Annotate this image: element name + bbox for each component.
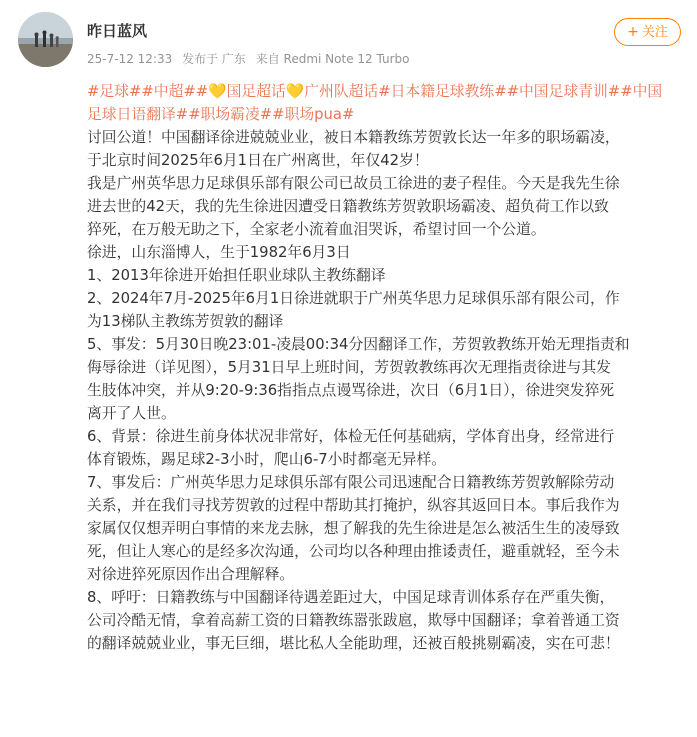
text-line: 关系，并在我们寻找芳贺敦的过程中帮助其打掩护，纵容其返回日本。事后我作为 — [87, 497, 620, 514]
text-line: 死，但让人寒心的是经多次沟通，公司均以各种理由推诿责任，避重就轻，至今未 — [87, 543, 620, 560]
follow-label: 关注 — [641, 25, 668, 40]
tag-link[interactable]: 广州队超话 — [304, 83, 379, 100]
tag-link[interactable]: #职场霸凌# — [188, 106, 273, 123]
text-line: 2、2024年7月-2025年6月1日徐进就职于广州英华思力足球俱乐部有限公司，作 — [87, 290, 620, 307]
text-line: 1、2013年徐进开始担任职业球队主教练翻译 — [87, 267, 386, 284]
post-date[interactable]: 25-7-12 12:33 — [87, 52, 173, 66]
text-line: 5、事发：5月30日晚23:01-凌晨00:34分因翻译工作，芳贺敦教练开始无理指责和 — [87, 336, 630, 353]
text-line: 徐进，山东淄博人，生于1982年6月3日 — [87, 244, 351, 261]
text-line: 侮辱徐进（详见图），5月31日早上班时间，芳贺敦教练再次无理指责徐进与其发 — [87, 359, 611, 376]
tag-link[interactable]: #中国 — [620, 83, 663, 100]
text-line: 对徐进猝死原因作出合理解释。 — [87, 566, 295, 583]
post-device: 来自 Redmi Note 12 Turbo — [255, 52, 410, 66]
tag-link[interactable]: #日本籍足球教练# — [378, 83, 507, 100]
tag-link[interactable]: #中国足球青训# — [506, 83, 621, 100]
post-meta — [87, 51, 415, 67]
text-line: 家属仅仅想弄明白事情的来龙去脉，想了解我的先生徐进是怎么被活生生的凌辱致 — [87, 520, 620, 537]
text-line: 离开了人世。 — [87, 405, 176, 422]
username[interactable]: 昨日蓝风 — [87, 22, 148, 40]
text-line: 公司冷酷无情，拿着高薪工资的日籍教练嚣张跋扈，欺辱中国翻译；拿着普通工资 — [87, 612, 620, 629]
tags-line-2 — [87, 103, 683, 126]
avatar[interactable] — [18, 12, 73, 67]
tag-link[interactable]: #职场pua# — [272, 106, 355, 123]
post-content — [87, 80, 683, 655]
follow-button[interactable] — [614, 18, 681, 46]
text-line: 生肢体冲突，并从9:20-9:36指指点点谩骂徐进，次日（6月1日），徐进突发猝死 — [87, 382, 615, 399]
plus-icon: + — [627, 24, 639, 40]
tag-link[interactable]: #中超# — [141, 83, 196, 100]
tag-link[interactable]: 足球日语翻译# — [87, 106, 189, 123]
text-line: 讨回公道！中国翻译徐进兢兢业业，被日本籍教练芳贺敦长达一年多的职场霸凌， — [87, 129, 620, 146]
text-line: 7、事发后：广州英华思力足球俱乐部有限公司迅速配合日籍教练芳贺敦解除劳动 — [87, 474, 615, 491]
post-location: 发布于 广东 — [182, 52, 246, 66]
text-line: 8、呼吁：日籍教练与中国翻译待遇差距过大，中国足球青训体系存在严重失衡， — [87, 589, 615, 606]
text-line: 猝死，在万般无助之下，全家老小流着血泪哭诉，希望讨回一个公道。 — [87, 221, 546, 238]
text-line: 6、背景：徐进生前身体状况非常好，体检无任何基础病，学体育出身，经常进行 — [87, 428, 615, 445]
text-line: 体育锻炼，踢足球2-3小时，爬山6-7小时都毫无异样。 — [87, 451, 447, 468]
text-line: 为13梯队主教练芳贺敦的翻译 — [87, 313, 284, 330]
text-line: 的翻译兢兢业业，事无巨细，堪比私人全能助理，还被百般挑剔霸凌，实在可悲！ — [87, 635, 620, 652]
text-line: 我是广州英华思力足球俱乐部有限公司已故员工徐进的妻子程佳。今天是我先生徐 — [87, 175, 620, 192]
text-line: 进去世的42天，我的先生徐进因遭受日籍教练芳贺敦职场霸凌、超负荷工作以致 — [87, 198, 609, 215]
tag-link[interactable]: #💛国足超话💛 — [195, 83, 305, 100]
avatar-photo-icon — [18, 12, 73, 67]
text-line: 于北京时间2025年6月1日在广州离世，年仅42岁！ — [87, 152, 429, 169]
tags-line-1 — [87, 80, 683, 103]
tag-link[interactable]: #足球# — [87, 83, 142, 100]
